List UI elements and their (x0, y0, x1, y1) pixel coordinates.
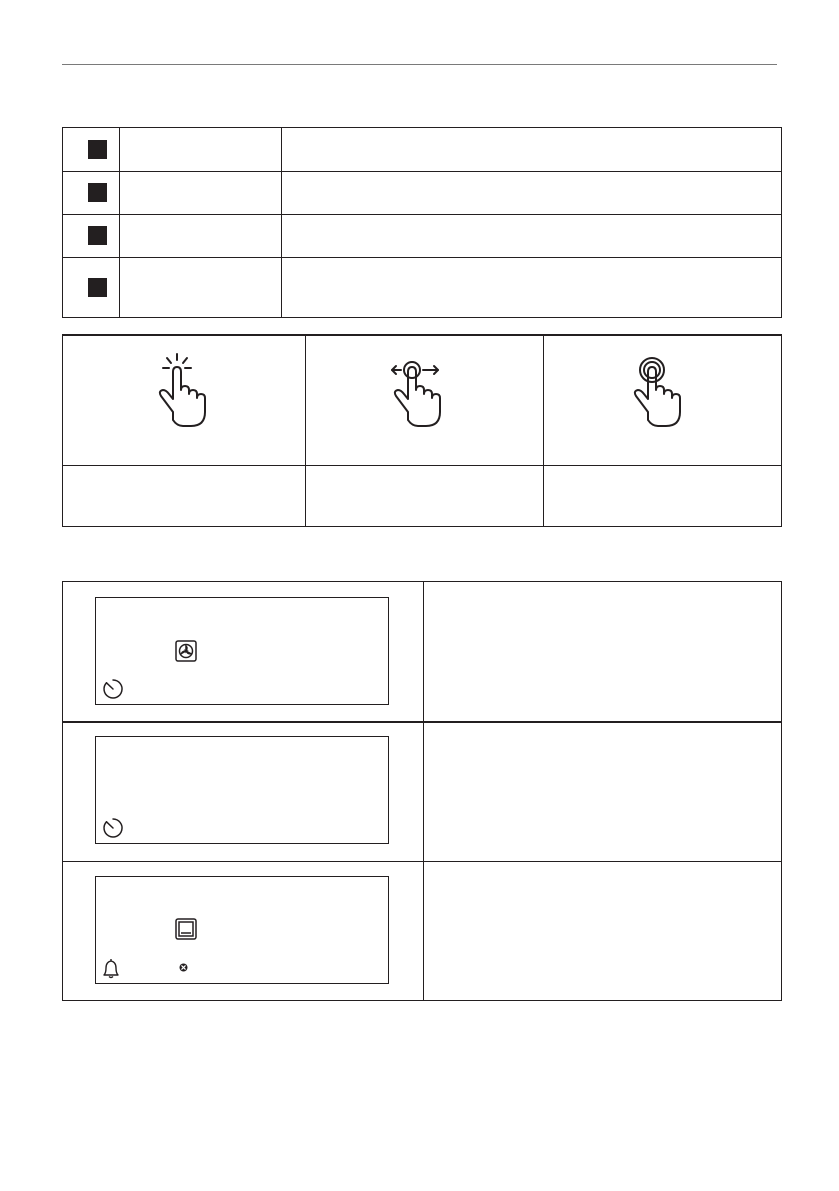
timer-icon (102, 678, 124, 700)
display-screen-2 (95, 736, 389, 844)
display-table (62, 581, 782, 1001)
column-divider (543, 336, 544, 526)
legend-table (62, 127, 782, 318)
tap-gesture-icon (153, 350, 217, 430)
cancel-icon (179, 963, 188, 972)
row-divider (63, 721, 781, 723)
display-screen-1 (95, 597, 389, 705)
filled-square-icon (88, 183, 107, 202)
filled-square-icon (88, 278, 107, 297)
column-divider (305, 336, 306, 526)
filled-square-icon (88, 140, 107, 159)
legend-row-2 (63, 171, 781, 215)
legend-row-3 (63, 214, 781, 258)
bell-icon (102, 957, 120, 979)
gesture-table (62, 334, 782, 527)
oven-icon (175, 918, 197, 940)
column-divider (423, 582, 424, 1000)
press-and-hold-gesture-icon (628, 350, 692, 430)
swipe-gesture-icon (388, 350, 452, 430)
row-divider (63, 861, 781, 862)
filled-square-icon (88, 226, 107, 245)
legend-row-4 (63, 257, 781, 317)
legend-row-1 (63, 128, 781, 172)
display-screen-3 (95, 876, 389, 984)
header-rule (62, 64, 777, 65)
timer-icon (102, 817, 124, 839)
row-divider (63, 465, 781, 466)
fan-heating-icon (175, 640, 197, 662)
